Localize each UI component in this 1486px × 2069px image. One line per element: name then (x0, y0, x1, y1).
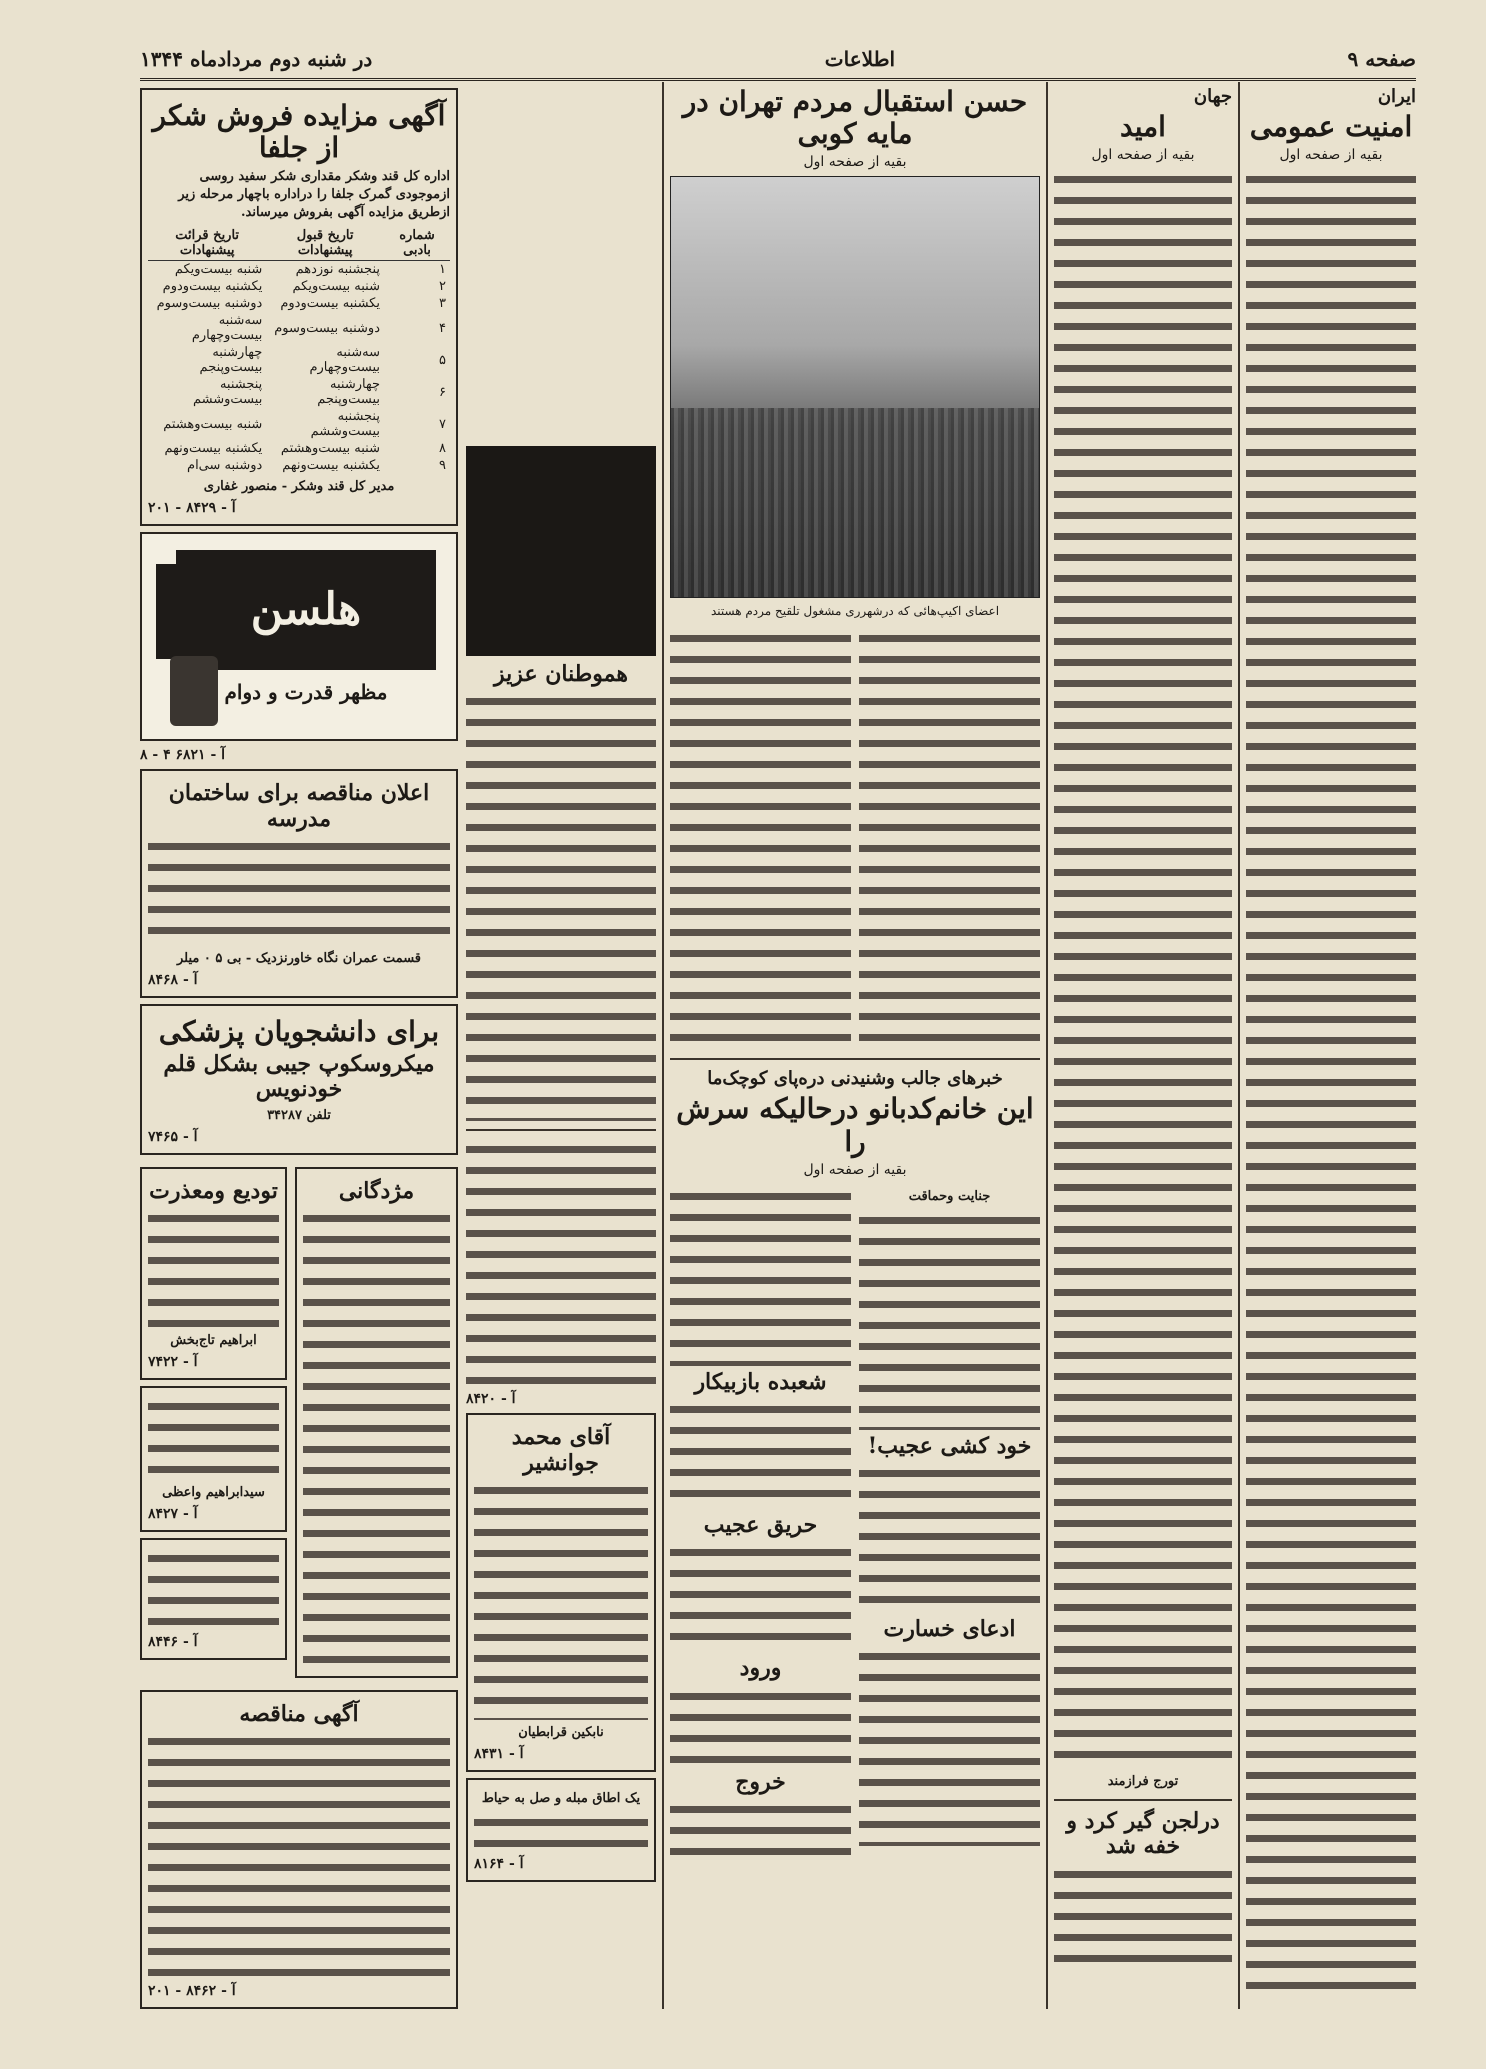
section-label-world: جهان (1193, 86, 1232, 107)
signer: ابراهیم تاج‌بخش (170, 1333, 257, 1349)
article-body (859, 1463, 1040, 1613)
signer: نابکین قرابطیان (518, 1724, 604, 1740)
farewell-notice (140, 1167, 287, 1380)
table-cell: ۵ (439, 352, 446, 368)
article-body (1054, 169, 1232, 1769)
headline-suicide: خود کشی عجیب! (867, 1432, 1032, 1459)
stories-left (670, 1184, 851, 1861)
helsen-logo: هلسن (176, 550, 436, 670)
article-body (670, 1186, 851, 1366)
article-body (670, 1399, 851, 1509)
ad-code: آ - ۸۴۲۹ - ۲۰۱ (148, 500, 236, 517)
news-photo (670, 176, 1040, 598)
column-world (1054, 82, 1232, 2009)
table-row (148, 295, 450, 312)
headline-arrivals: ورود (739, 1655, 782, 1682)
headline-housewife: این خانم‌کدبانو درحالیکه سرش را (676, 1092, 1034, 1158)
helsen-paint-ad (140, 532, 458, 741)
table-cell: یکشنبه بیست‌ودوم (162, 279, 263, 295)
article-body (474, 1812, 648, 1854)
article-body (670, 1542, 851, 1652)
ad-code: آ - ۸۴۲۰ (466, 1391, 516, 1408)
column-rule (1238, 82, 1240, 2009)
table-cell: یکشنبه بیست‌ونهم (164, 441, 263, 457)
table-cell: یکشنبه بیست‌ودوم (280, 296, 380, 312)
two-col-body (670, 626, 1040, 1050)
article-body (859, 1210, 1040, 1430)
table-cell: دوشنبه سی‌ام (187, 458, 263, 474)
divider (1054, 1799, 1232, 1801)
ad-code: آ - ۷۴۲۲ (148, 1354, 198, 1371)
page-number: صفحه ۹ (1347, 47, 1416, 71)
ad-code: آ - ۸۴۶۲ - ۲۰۱ (148, 1983, 236, 2000)
continued-note: بقیه از صفحه اول (803, 1161, 907, 1178)
auction-signature: مدیر کل قند وشکر - منصور غفاری (203, 479, 395, 495)
article-body (859, 628, 1040, 1048)
stories-right (859, 1184, 1040, 1861)
ad-code: آ - ۸۴۲۷ (148, 1506, 198, 1523)
article-body (670, 1799, 851, 1859)
table-header: تاریخ قبول پیشنهادات (266, 226, 384, 261)
ad-code: آ - ۶۸۲۱ ۴ - ۸ (140, 747, 226, 764)
table-cell: چهارشنبه بیست‌وپنجم (317, 377, 380, 408)
table-cell: ۳ (439, 296, 446, 312)
auction-table-body (148, 261, 450, 475)
farewell-stack (140, 1161, 287, 1684)
ad-code: آ - ۷۴۶۵ (148, 1128, 198, 1145)
table-cell: ۷ (439, 416, 446, 432)
headline-public-security: امنیت عمومی (1249, 110, 1413, 143)
sub-headline-crime: جنایت وحماقت (908, 1188, 991, 1204)
table-header: تاریخ قرائت پیشنهادات (148, 226, 266, 261)
table-row (148, 376, 450, 408)
table-row (148, 408, 450, 440)
table-row (148, 457, 450, 474)
column-reception (670, 82, 1040, 2009)
article-body (670, 1686, 851, 1766)
signer: سیدابراهیم واعظی (162, 1485, 265, 1501)
headline-tender: آگهی مناقصه (239, 1701, 359, 1728)
school-tender-ad (140, 769, 458, 998)
headline-school-tender: اعلان مناقصه برای ساختمان مدرسه (168, 780, 430, 832)
article-body (148, 1731, 450, 1981)
article-body (466, 1139, 656, 1389)
column-ads (140, 82, 458, 2009)
table-cell: سه‌شنبه بیست‌وچهارم (309, 345, 380, 376)
table-cell: پنجشنبه بیست‌وششم (192, 377, 263, 408)
sugar-auction-ad (140, 88, 458, 526)
masthead (140, 40, 1416, 81)
headline-compatriots: هموطنان عزیز (494, 661, 628, 687)
headline-reward: مژدگانی (338, 1177, 415, 1204)
table-row (148, 440, 450, 457)
thanks-box (466, 1413, 656, 1772)
ad-code: آ - ۸۴۴۶ (148, 1634, 198, 1651)
author-byline: تورج فرازمند (1107, 1774, 1179, 1790)
headline-hope: امید (1120, 110, 1166, 143)
table-row (148, 344, 450, 376)
column-rule (1046, 82, 1048, 2009)
dark-ad-block (466, 446, 656, 656)
headline-farewell: تودیع ومعذرت (149, 1177, 278, 1204)
table-cell: پنجشنبه نوزدهم (295, 262, 380, 278)
table-cell: شنبه بیست‌وهشتم (280, 441, 380, 457)
divider (670, 1058, 1040, 1060)
section-label-iran: ایران (1377, 86, 1416, 107)
table-cell: چهارشنبه بیست‌وپنجم (199, 345, 263, 376)
continued-note: بقیه از صفحه اول (1091, 147, 1195, 164)
welcome-notice (140, 1386, 287, 1532)
article-body (148, 836, 450, 946)
headline-fire: حریق عجیب (703, 1512, 818, 1539)
table-row (148, 312, 450, 344)
auction-intro: اداره کل قند وشکر مقداری شکر سفید روسی ازموجودی گمرک جلفا را دراداره باچهار مرحله زیر ازطریق مزایده آگهی بفروش میرساند. (178, 169, 450, 221)
ad-code: آ - ۸۴۶۸ (148, 971, 198, 988)
article-body (859, 1646, 1040, 1846)
story2-kicker: خبرهای جالب وشنیدنی دره‌پای کوچک‌ما (707, 1068, 1003, 1090)
table-cell: ۹ (439, 458, 446, 474)
headline-reception: حسن استقبال مردم تهران در مایه کوبی (682, 85, 1028, 151)
table-cell: دوشنبه بیست‌وسوم (156, 296, 263, 312)
lost-notice (140, 1538, 287, 1660)
headline-sugar-auction: آگهی مزایده فروش شکر از جلفا (152, 99, 446, 165)
notice-pair (140, 1161, 458, 1684)
table-cell: دوشنبه بیست‌وسوم (274, 320, 380, 336)
table-cell: شنبه بیست‌ویکم (174, 262, 263, 278)
room-notice (466, 1778, 656, 1882)
table-cell: ۴ (439, 320, 446, 336)
table-cell: پنجشنبه بیست‌وششم (310, 409, 380, 440)
phone-number: تلفن ۳۴۲۸۷ (267, 1107, 331, 1123)
table-cell: شنبه بیست‌ویکم (292, 279, 380, 295)
microscope-ad (140, 1004, 458, 1155)
headline-damages: ادعای خسارت (883, 1616, 1016, 1643)
article-body (1246, 169, 1416, 1999)
article-body (1054, 1864, 1232, 1974)
column-iran (1246, 82, 1416, 2009)
table-cell: ۶ (439, 384, 446, 400)
article-body (474, 1480, 648, 1720)
paint-tube-image (170, 656, 218, 726)
column-middle (466, 440, 656, 2009)
tender-footer: قسمت عمران نگاه خاورنزدیک - بی ۵ ۰ میلر (176, 950, 422, 966)
stories-grid (670, 1184, 1040, 1861)
article-body (148, 1548, 279, 1632)
table-cell: ۲ (439, 279, 446, 295)
ad-code: آ - ۸۱۶۴ (474, 1855, 524, 1872)
table-row (148, 278, 450, 295)
continued-note: بقیه از صفحه اول (1279, 147, 1383, 164)
headline-room: یک اطاق مبله و صل به حیاط (481, 1790, 641, 1806)
headline-departures: خروج (735, 1768, 786, 1795)
issue-date: در شنبه دوم مردادماه ۱۳۴۴ (140, 47, 373, 71)
column-rule (662, 82, 664, 2009)
table-cell: سه‌شنبه بیست‌وچهارم (191, 313, 263, 344)
paper-name: اطلاعات (824, 47, 896, 71)
divider (466, 1129, 656, 1131)
table-cell: شنبه بیست‌وهشتم (163, 416, 263, 432)
table-cell: ۱ (439, 262, 446, 278)
table-cell: ۸ (439, 441, 446, 457)
continued-note: بقیه از صفحه اول (803, 154, 907, 171)
reward-notice (295, 1167, 458, 1678)
article-body (303, 1208, 450, 1668)
headline-magician: شعبده بازبیکار (694, 1368, 827, 1395)
photo-caption: اعضای اکیپ‌هائی که درشهرری مشغول تلقیح مردم هستند (710, 604, 1000, 619)
table-cell: یکشنبه بیست‌ونهم (282, 458, 380, 474)
article-body (148, 1396, 279, 1480)
article-body (466, 691, 656, 1121)
tender2-ad (140, 1690, 458, 2009)
table-header: شماره بادبی (384, 226, 450, 261)
auction-table (148, 226, 450, 474)
table-row (148, 261, 450, 279)
headline-drowned: درلجن گیر کرد و خفه شد (1066, 1808, 1220, 1860)
headline-javanshir: آقای محمد جوانشیر (511, 1424, 611, 1476)
paint-can-image (156, 564, 226, 659)
headline-medical-students: برای دانشجویان پزشکی (158, 1014, 440, 1048)
helsen-slogan: مظهر قدرت و دوام (224, 680, 388, 705)
ad-code: آ - ۸۴۳۱ (474, 1745, 524, 1762)
microscope-pen: میکروسکوپ جیبی بشکل قلم خودنویس (163, 1051, 435, 1103)
article-body (148, 1208, 279, 1328)
article-body (670, 628, 851, 1048)
